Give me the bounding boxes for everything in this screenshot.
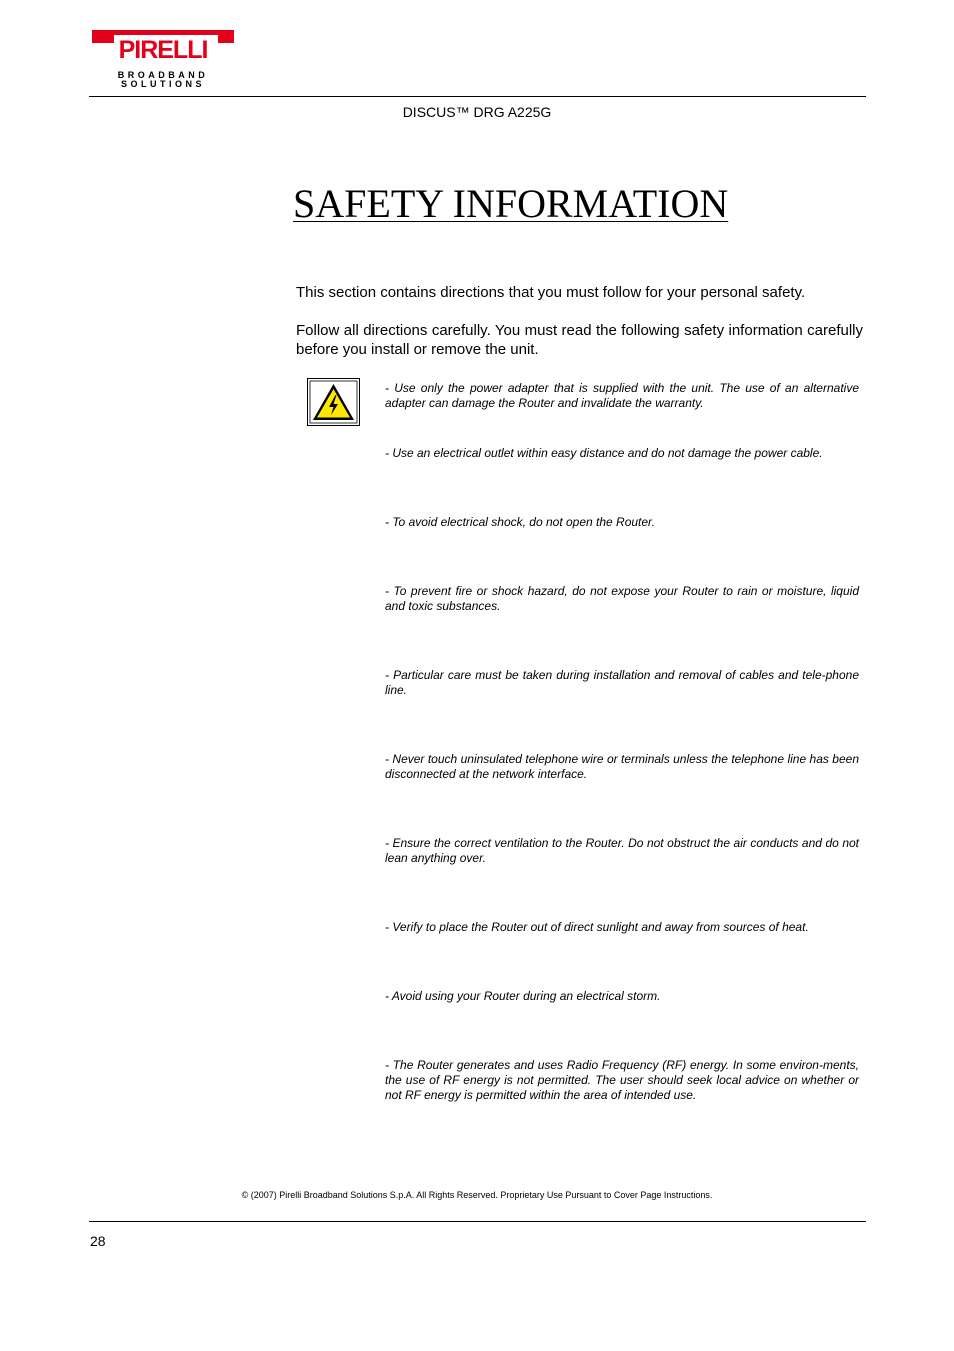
safety-item: - Verify to place the Router out of direct sunlight and away from sources of heat. xyxy=(385,920,809,934)
safety-item: - The Router generates and uses Radio Frequency (RF) energy. In some environ-ments, the use of RF energy is not permitted. The user should seek local advice on whether or not RF energy is permitted within the area of intended use. xyxy=(385,1058,859,1102)
doc-title: DISCUS™ DRG A225G xyxy=(402,104,552,120)
follow-paragraph: Follow all directions carefully. You must read the following safety information carefully before you install or remove the unit. xyxy=(296,322,863,358)
high-voltage-warning-icon xyxy=(307,378,360,426)
header-rule xyxy=(89,96,866,97)
safety-item: - Use only the power adapter that is supplied with the unit. The use of an alternative adapter can damage the Router and invalidate the warranty. xyxy=(385,381,859,410)
safety-item: - Ensure the correct ventilation to the Router. Do not obstruct the air conducts and do not lean anything over. xyxy=(385,836,859,865)
safety-item: - Particular care must be taken during installation and removal of cables and tele-phone line. xyxy=(385,668,859,697)
safety-item: - To avoid electrical shock, do not open the Router. xyxy=(385,515,655,529)
intro-paragraph: This section contains directions that you must follow for your personal safety. xyxy=(296,284,806,301)
safety-item: - To prevent fire or shock hazard, do not expose your Router to rain or moisture, liquid and toxic substances. xyxy=(385,584,859,613)
brand-name: PIRELLI xyxy=(118,36,208,64)
brand-line1: BROADBAND xyxy=(117,70,209,80)
brand-line2: SOLUTIONS xyxy=(120,79,206,89)
safety-item: - Use an electrical outlet within easy distance and do not damage the power cable. xyxy=(385,446,823,460)
safety-item: - Never touch uninsulated telephone wire or terminals unless the telephone line has been disconnected at the network interface. xyxy=(385,752,859,781)
page-number: 28 xyxy=(90,1233,106,1249)
copyright-notice: © (2007) Pirelli Broadband Solutions S.p.A. All Rights Reserved. Proprietary Use Pursuant to Cover Page Instructions. xyxy=(241,1190,713,1200)
pirelli-broadband-solutions-logo xyxy=(90,27,236,89)
safety-item: - Avoid using your Router during an electrical storm. xyxy=(385,989,661,1003)
page-title: SAFETY INFORMATION xyxy=(293,181,729,226)
footer-rule xyxy=(89,1221,866,1222)
